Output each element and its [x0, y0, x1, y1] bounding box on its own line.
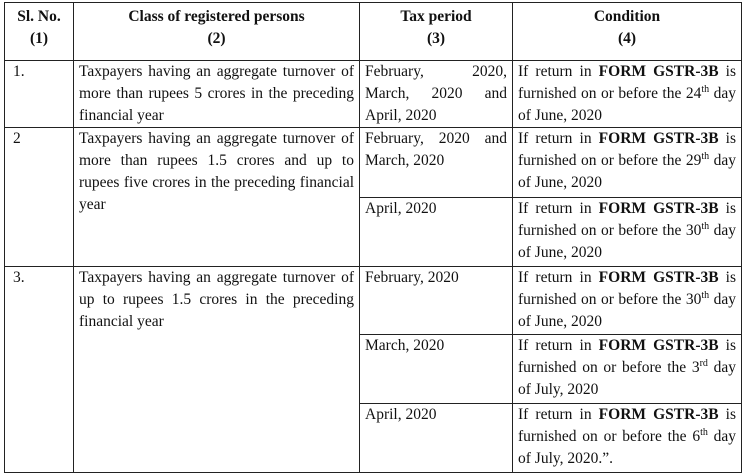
condition-cell — [513, 267, 742, 335]
condition-text: is furnished on or before the — [518, 406, 737, 445]
table-header-row — [5, 3, 742, 61]
condition-text: If return in — [518, 337, 599, 354]
due-day: 30 — [685, 222, 702, 239]
due-day: 30 — [685, 291, 702, 308]
header-tax-period — [360, 3, 513, 61]
tax-period-cell: February, 2020 and March, 2020 — [360, 128, 513, 198]
condition-cell — [513, 335, 742, 404]
condition-text: If return in — [518, 406, 599, 423]
condition-cell — [513, 128, 742, 198]
class-cell: Taxpayers having an aggregate turnover of more than rupees 5 crores in the preceding financial year — [74, 61, 360, 128]
condition-text: If return in — [518, 200, 599, 217]
form-name: FORM GSTR-3B — [598, 63, 719, 80]
form-name: FORM GSTR-3B — [598, 337, 719, 354]
header-number: (2) — [207, 30, 226, 47]
condition-text: day of June, 2020 — [518, 152, 736, 191]
table-row — [5, 267, 742, 335]
condition-text: day of July, 2020 — [518, 359, 736, 398]
class-cell: Taxpayers having an aggregate turnover of up to rupees 1.5 crores in the preceding financial year — [74, 267, 360, 473]
condition-cell — [513, 61, 742, 128]
condition-cell — [513, 404, 742, 473]
ordinal-suffix: th — [701, 151, 710, 162]
table-row — [5, 61, 742, 128]
tax-period-cell: February, 2020 — [360, 267, 513, 335]
header-condition — [513, 3, 742, 61]
sl-no-cell: 2 — [5, 128, 74, 267]
header-title: Sl. No. — [17, 8, 61, 25]
form-name: FORM GSTR-3B — [598, 406, 719, 423]
tax-period-cell: April, 2020 — [360, 198, 513, 267]
ordinal-suffix: th — [700, 427, 708, 438]
form-name: FORM GSTR-3B — [598, 130, 719, 147]
form-name: FORM GSTR-3B — [598, 269, 719, 286]
condition-text: is furnished on or before the — [518, 337, 737, 376]
due-day: 24 — [685, 85, 702, 102]
sl-no-cell: 1. — [5, 61, 74, 128]
condition-text: day of June, 2020 — [518, 222, 736, 261]
header-title: Tax period — [400, 8, 472, 25]
condition-text: is furnished on or before the — [518, 63, 737, 102]
header-number: (1) — [29, 30, 49, 47]
due-day: 3 — [691, 359, 700, 376]
sl-no-cell: 3. — [5, 267, 74, 473]
table-row — [5, 128, 742, 198]
form-name: FORM GSTR-3B — [598, 200, 719, 217]
header-number: (3) — [426, 30, 446, 47]
ordinal-suffix: rd — [699, 358, 708, 369]
header-class — [74, 3, 360, 61]
condition-text: is furnished on or before the — [518, 269, 737, 308]
ordinal-suffix: th — [701, 84, 710, 95]
tax-period-table — [4, 2, 742, 473]
tax-period-cell: March, 2020 — [360, 335, 513, 404]
condition-text: If return in — [518, 63, 599, 80]
tax-period-cell: February, 2020, March, 2020 and April, 2020 — [360, 61, 513, 128]
condition-text: If return in — [518, 130, 599, 147]
ordinal-suffix: th — [701, 221, 710, 232]
header-title: Condition — [593, 8, 661, 25]
condition-text: is furnished on or before the — [518, 200, 737, 239]
condition-text: is furnished on or before the — [518, 130, 737, 169]
condition-text: If return in — [518, 269, 599, 286]
due-day: 29 — [685, 152, 702, 169]
header-sl-no — [5, 3, 74, 61]
condition-cell — [513, 198, 742, 267]
class-cell: Taxpayers having an aggregate turnover of more than rupees 1.5 crores and up to rupees five crores in the preceding financial year — [74, 128, 360, 267]
condition-text: day of June, 2020 — [518, 85, 736, 124]
header-title: Class of registered persons — [128, 8, 305, 25]
condition-text: day of June, 2020 — [518, 291, 736, 330]
header-number: (4) — [617, 30, 637, 47]
condition-text: day of July, 2020.”. — [518, 428, 736, 467]
tax-period-cell: April, 2020 — [360, 404, 513, 473]
due-day: 6 — [692, 428, 701, 445]
ordinal-suffix: th — [701, 290, 710, 301]
